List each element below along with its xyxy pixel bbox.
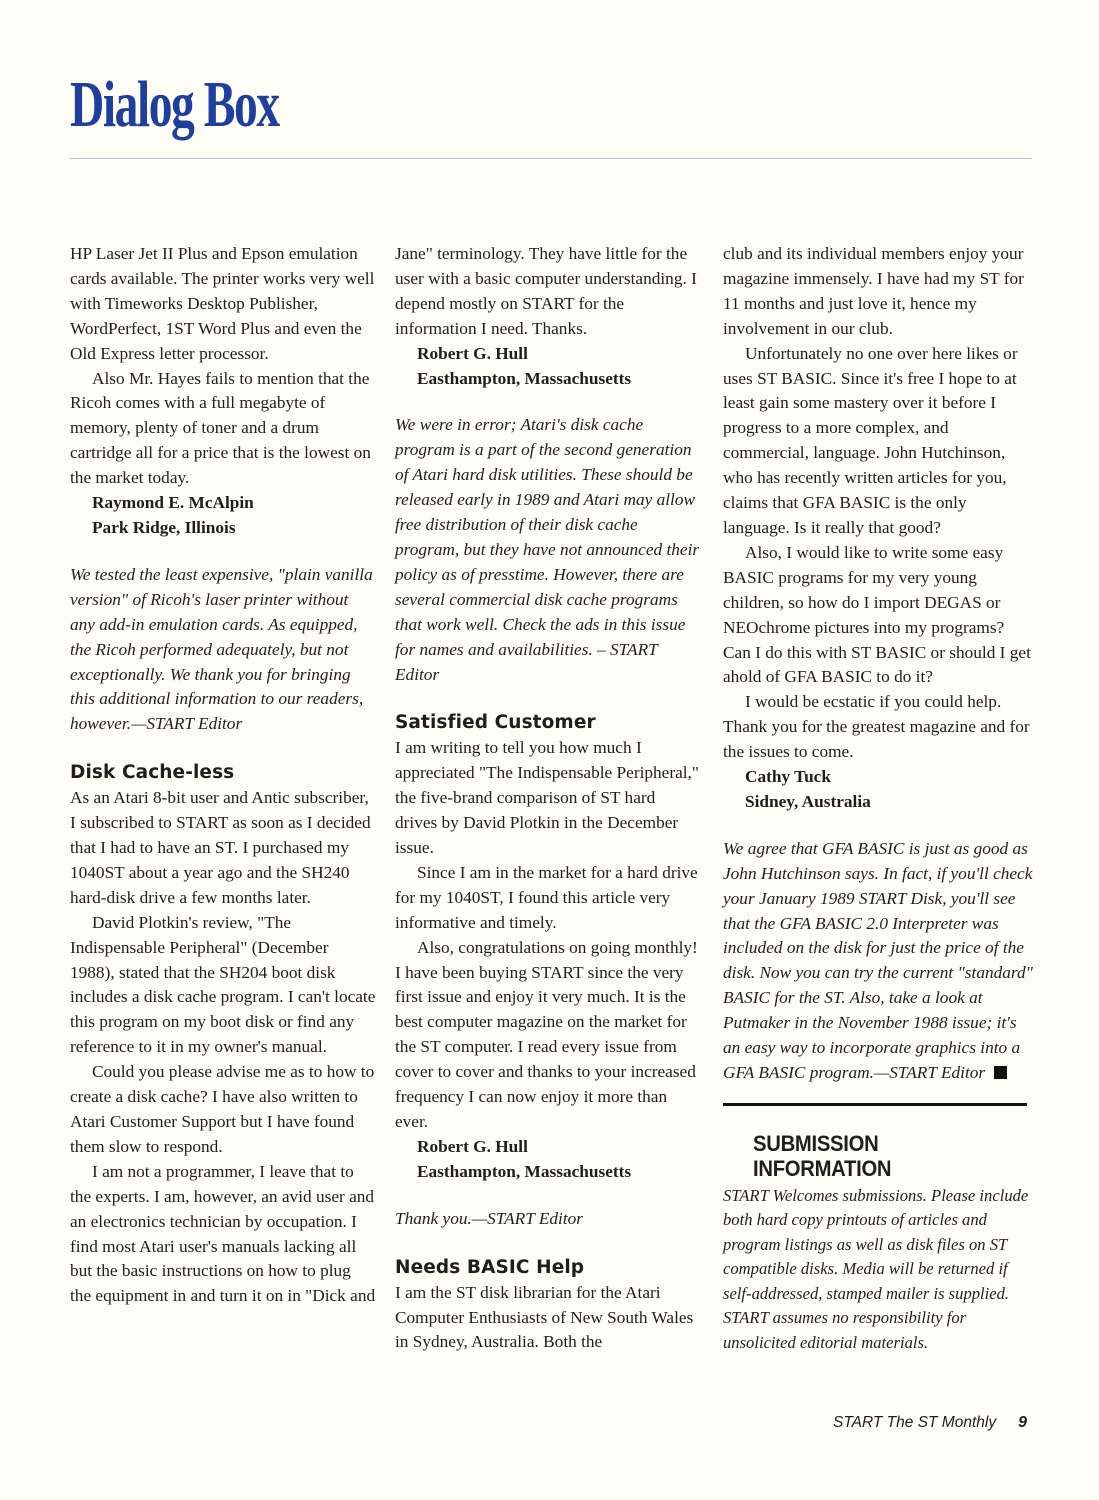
- footer-title: START The ST Monthly: [833, 1414, 997, 1431]
- paragraph: Could you please advise me as to how to create a disk cache? I have also written to Atari Customer Support but I have found them slow to respond.: [70, 1062, 375, 1156]
- signature-name: Robert G. Hull: [417, 1136, 528, 1156]
- column-2: [395, 242, 701, 1355]
- paragraph: As an Atari 8-bit user and Antic subscriber, I subscribed to START as soon as I decided that I had to have an ST. I purchased my 1040ST about a year ago and the SH240 hard-disk drive a few months later.: [70, 788, 371, 907]
- signature-place: Easthampton, Massachusetts: [417, 1161, 632, 1181]
- paragraph: Also Mr. Hayes fails to mention that the Ricoh comes with a full megabyte of memory, plenty of toner and a drum cartridge all for a price that is the lowest on the market today.: [70, 368, 371, 488]
- editor-reply: Thank you.—START Editor: [395, 1208, 584, 1228]
- signature-place: Park Ridge, Illinois: [92, 517, 236, 537]
- section-heading: Needs BASIC Help: [395, 1256, 585, 1278]
- signature-place: Easthampton, Massachusetts: [417, 368, 632, 388]
- paragraph: Jane" terminology. They have little for the user with a basic computer understanding. I depend mostly on START for the information I need. Thanks.: [395, 244, 697, 338]
- submission-body: START Welcomes submissions. Please include both hard copy printouts of articles and program listings as well as disk files on ST compatible disks. Media will be returned if self-addressed, stamped mailer is supplied. START assumes no responsibility for unsolicited editorial materials.: [723, 1185, 1029, 1352]
- paragraph: Also, I would like to write some easy BASIC programs for my very young children, so how do I import DEGAS or NEOchrome pictures into my programs? Can I do this with ST BASIC or should I get ahold of GFA BASIC to do it?: [723, 542, 1031, 687]
- editor-reply: We were in error; Atari's disk cache program is a part of the second generation of Atari hard disk utilities. These should be released early in 1989 and Atari may allow free distribution of their disk cache program, but they have not announced their policy as of presstime. However, there are several commercial disk cache programs that work well. Check the ads in this issue for names and availabilities. – START Editor: [395, 415, 700, 684]
- header-divider: [70, 158, 1032, 159]
- editor-reply-text: We agree that GFA BASIC is just as good as John Hutchinson says. In fact, if you'll check your January 1989 START Disk, you'll see that the GFA BASIC 2.0 Interpreter was included on the disk for just the price of the disk. Now you can try the current "standard" BASIC for the ST. Also, take a look at Putmaker in the November 1988 issue; it's an easy way to incorporate graphics into a GFA BASIC program.—START Editor: [723, 838, 1033, 1082]
- page-title: Dialog Box: [70, 68, 279, 141]
- end-mark-icon: [994, 1066, 1007, 1079]
- paragraph: Unfortunately no one over here likes or uses ST BASIC. Since it's free I hope to at least gain some mastery over it before I progress to a more complex, and commercial, language. John Hutchinson, who has recently written articles for you, claims that GFA BASIC is the only language. Is it really that good?: [723, 343, 1018, 537]
- paragraph: Since I am in the market for a hard drive for my 1040ST, I found this article very informative and timely.: [395, 862, 698, 932]
- editor-reply: We tested the least expensive, "plain vanilla version" of Ricoh's laser printer without any add-in emulation cards. As equipped, the Ricoh performed adequately, but not exceptionally. We thank you for bringing this additional information to our readers, however.—START Editor: [70, 564, 373, 734]
- paragraph: David Plotkin's review, "The Indispensable Peripheral" (December 1988), stated that the SH204 boot disk includes a disk cache program. I can't locate this program on my boot disk or find any reference to it in my owner's manual.: [70, 912, 376, 1057]
- paragraph: HP Laser Jet II Plus and Epson emulation cards available. The printer works very well with Timeworks Desktop Publisher, WordPerfect, 1ST Word Plus and even the Old Express letter processor.: [70, 244, 375, 363]
- page-footer: [833, 1414, 1027, 1432]
- column-3: [723, 242, 1033, 1355]
- section-heading: Disk Cache-less: [70, 762, 235, 784]
- signature-name: Raymond E. McAlpin: [92, 493, 254, 513]
- paragraph: I am writing to tell you how much I appreciated "The Indispensable Peripheral," the five-brand comparison of ST hard drives by David Plotkin in the December issue.: [395, 738, 699, 858]
- paragraph: I am the ST disk librarian for the Atari Computer Enthusiasts of New South Wales in Sydney, Australia. Both the: [395, 1282, 694, 1352]
- submission-divider: [723, 1103, 1027, 1106]
- paragraph: I am not a programmer, I leave that to the experts. I am, however, an avid user and an electronics technician by occupation. I find most Atari user's manuals lacking all but the basic instructions on how to plug the equipment in and turn it on in "Dick and: [70, 1161, 376, 1306]
- editor-reply: [723, 837, 1033, 1086]
- signature-name: Robert G. Hull: [417, 343, 528, 363]
- column-1: [70, 242, 376, 1309]
- signature-name: Cathy Tuck: [745, 767, 831, 787]
- section-heading: Satisfied Customer: [395, 712, 596, 734]
- paragraph: I would be ecstatic if you could help. Thank you for the greatest magazine and for the issues to come.: [723, 692, 1030, 762]
- signature-place: Sidney, Australia: [745, 791, 871, 811]
- paragraph: Also, congratulations on going monthly! I have been buying START since the very first issue and enjoy it very much. It is the best computer magazine on the market for the ST computer. I read every issue from cover to cover and thanks to your increased frequency I can now enjoy it more than ever.: [395, 937, 698, 1131]
- paragraph: club and its individual members enjoy your magazine immensely. I have had my ST for 11 months and just love it, hence my involvement in our club.: [723, 244, 1024, 338]
- page-number: 9: [1018, 1414, 1027, 1431]
- submission-heading: SUBMISSION INFORMATION: [753, 1130, 892, 1181]
